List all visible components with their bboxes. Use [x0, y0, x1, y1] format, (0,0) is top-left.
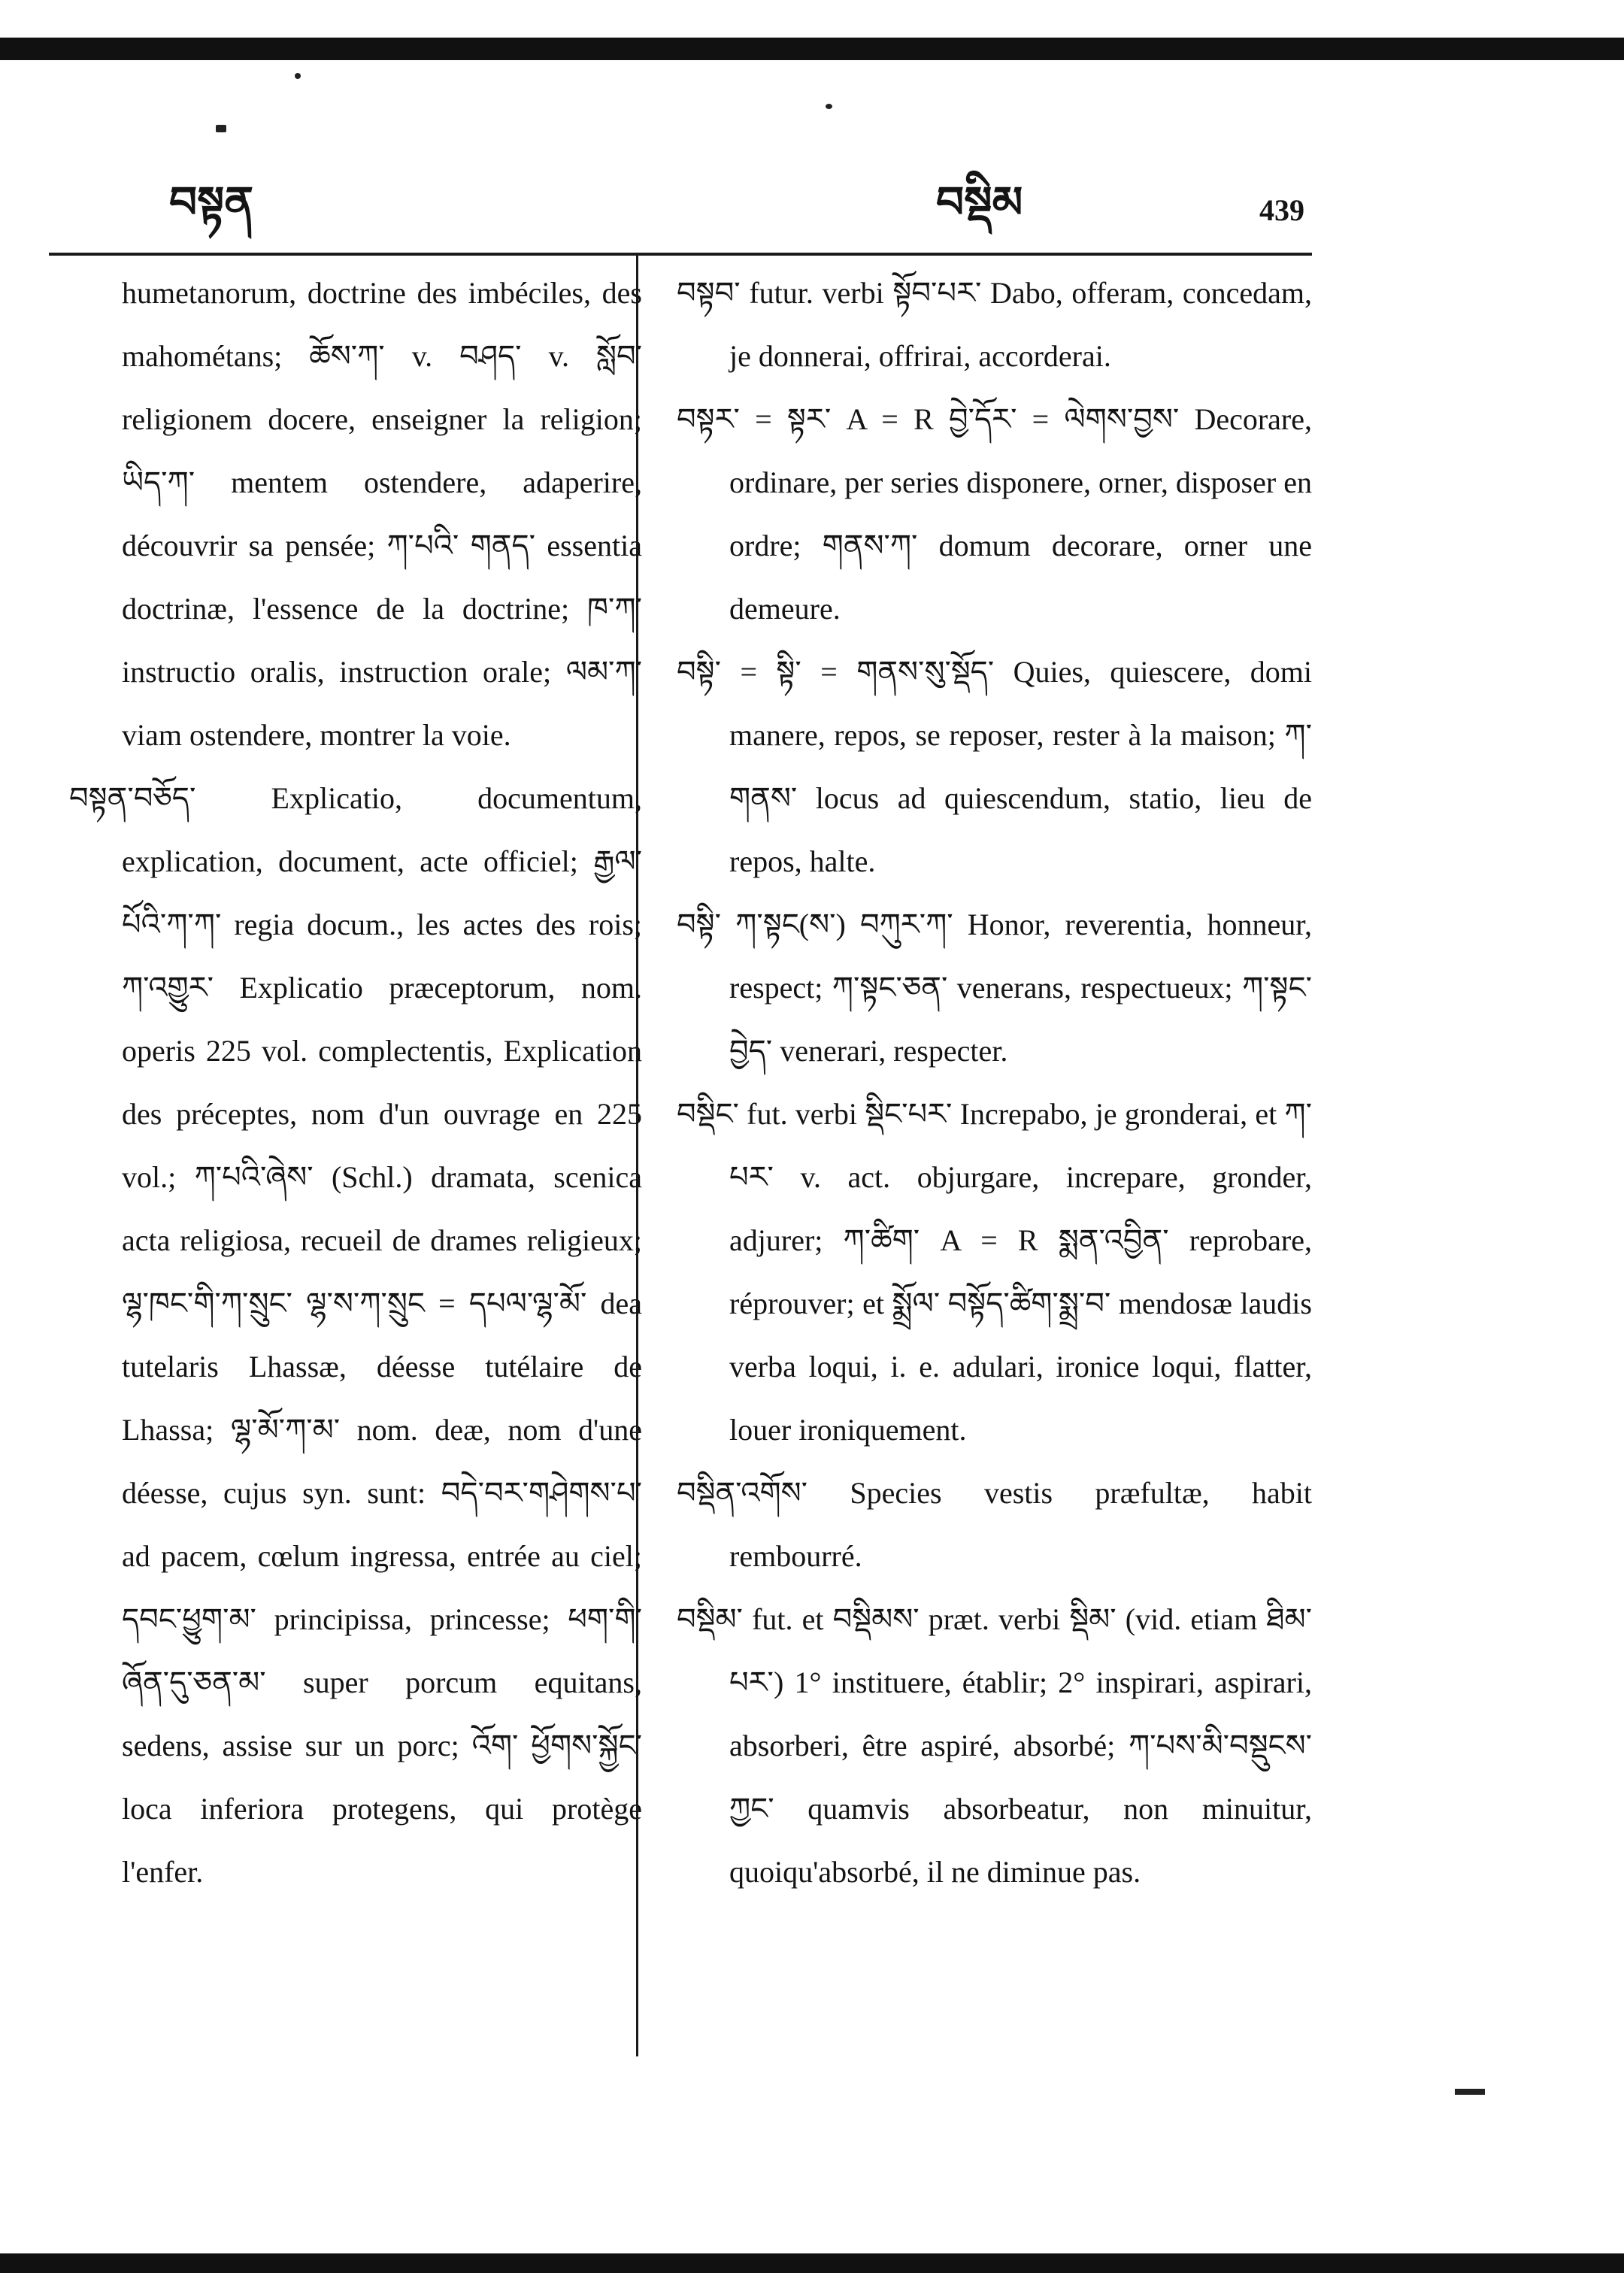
dictionary-entry: བསྡིང་ fut. verbi སྡིང་པར་ Increpabo, je gronderai, et ཀ་པར་ v. act. objurgare, increpare, gronder, adjurer; ཀ་ཚིག་ A = R སྨན་འབྱིན་ reprobare, réprouver; et སྨྲོལ་ བསྟོད་ཚིག་སྨྲ་བ་ mendosæ laudis verba loqui, i. e. adulari, ironice loqui, flatter, louer ironiquement. — [677, 1097, 1312, 1447]
right-column — [677, 262, 1312, 1904]
dictionary-entry: བསྡིམ་ fut. et བསྡིམས་ præt. verbi སྡིམ་ (vid. etiam ཐིམ་པར་) 1° instituere, établir; 2° inspirari, aspirari, absorberi, être aspiré, absorbé; ཀ་པས་མི་བསྡུངས་ཀྱང་ quamvis absorbeatur, non minuitur, quoiqu'absorbé, il ne diminue pas. — [677, 1602, 1312, 1889]
dictionary-entry: humetanorum, doctrine des imbéciles, des mahométans; ཆོས་ཀ་ v. བཤད་ v. སློབ་ religionem docere, enseigner la religion; ཡིད་ཀ་ mentem ostendere, adaperire, découvrir sa pensée; ཀ་པའི་ གནད་ essentia doctrinæ, l'essence de la doctrine; ཁ་ཀ་ instructio oralis, instruction orale; ལམ་ཀ་ viam ostendere, montrer la voie. — [122, 276, 642, 752]
dictionary-entry: བསྟི་ ཀ་སྟང(ས་) བཀུར་ཀ་ Honor, reverentia, honneur, respect; ཀ་སྟང་ཅན་ venerans, respectueux; ཀ་སྟང་བྱེད་ venerari, respecter. — [677, 908, 1312, 1068]
dictionary-entry: བསྟབ་ futur. verbi སྟོབ་པར་ Dabo, offeram, concedam, je donnerai, offrirai, accorderai. — [677, 276, 1312, 373]
dictionary-entry: བསྟན་བཅོད་ Explicatio, documentum, explication, document, acte officiel; རྒྱལ་པོའི་ཀ་ཀ་ regia docum., les actes des rois; ཀ་འགྱུར་ Explicatio præceptorum, nom. operis 225 vol. complectentis, Explication des préceptes, nom d'un ouvrage en 225 vol.; ཀ་པའི་ཞེས་ (Schl.) dramata, scenica acta religiosa, recueil de drames religieux; ལྷ་ཁང་གི་ཀ་སྲུང་ ལྷ་ས་ཀ་སྲུང = དཔལ་ལྷ་མོ་ dea tutelaris Lhassæ, déesse tutélaire de Lhassa; ལྷ་མོ་ཀ་མ་ nom. deæ, nom d'une déesse, cujus syn. sunt: བདེ་བར་གཤེགས་པ་ ad pacem, cœlum ingressa, entrée au ciel; དབང་ཕྱུག་མ་ principissa, princesse; ཕག་གི་ཞོན་དུ་ཅན་མ་ super porcum equitans, sedens, assise sur un porc; འོག་ ཕྱོགས་སྐྱོང་ loca inferiora protegens, qui protège l'enfer. — [69, 781, 642, 1889]
dictionary-entry: བསྟར་ = སྟར་ A = R བྱེ་དོར་ = ལེགས་བྱས་ Decorare, ordinare, per series disponere, orner, disposer en ordre; གནས་ཀ་ domum decorare, orner une demeure. — [677, 402, 1312, 626]
speck — [216, 125, 226, 132]
margin-mark — [1455, 2089, 1485, 2095]
page-number: 439 — [1259, 193, 1304, 227]
speck — [295, 73, 301, 79]
header-rule — [49, 253, 1312, 256]
running-head-left: བསྟན — [169, 177, 254, 228]
running-head-center: བསྡིམ — [936, 177, 1023, 228]
top-border-bar — [0, 38, 1624, 60]
dictionary-entry: བསྟི་ = སྟི་ = གནས་སུ་སྡོད་ Quies, quiescere, domi manere, repos, se reposer, rester à la maison; ཀ་གནས་ locus ad quiescendum, statio, lieu de repos, halte. — [677, 655, 1312, 878]
dictionary-entry: བསྡིན་འགོས་ Species vestis præfultæ, habit rembourré. — [677, 1476, 1312, 1573]
bottom-border-bar — [0, 2253, 1624, 2273]
speck — [826, 104, 832, 109]
left-column — [69, 262, 642, 1904]
